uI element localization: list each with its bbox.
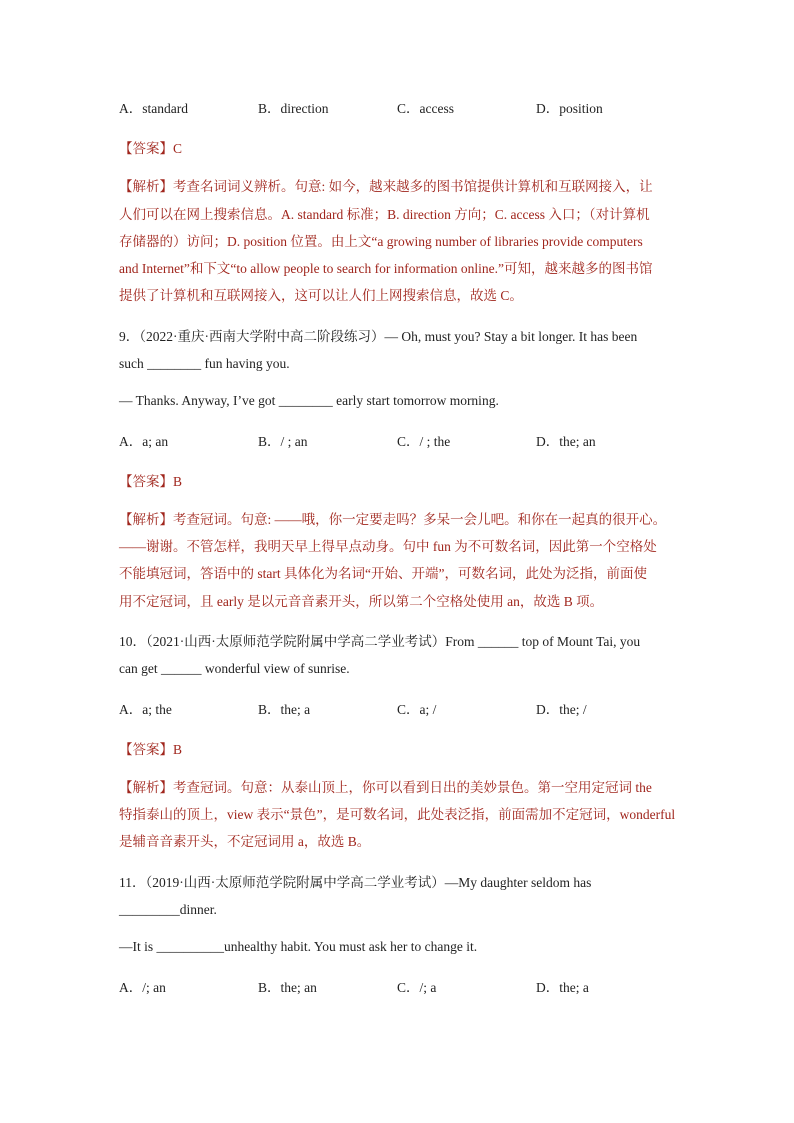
answer-label: 【答案】 [119,474,173,489]
analysis-line: 特指泰山的顶上，view 表示“景色”，是可数名词，此处表泛指，前面需加不定冠词，wonderful [119,807,676,822]
analysis-line: ——谢谢。不管怎样，我明天早上得早点动身。句中 fun 为不可数名词，因此第一个空格处 [119,539,657,554]
q11-option-a: A．/; an [119,980,166,995]
analysis-line: 用不定冠词，且 early 是以元音音素开头，所以第二个空格处使用 an，故选 B 项。 [119,594,604,609]
analysis-label: 【解析】 [119,512,173,527]
analysis-line: 不能填冠词，答语中的 start 具体化为名词“开始、开端”，可数名词，此处为泛指，前面使 [119,566,647,581]
q10-answer [119,738,182,758]
q8-answer [119,137,182,157]
stem-line: 10．（2021·山西·太原师范学院附属中学高二学业考试）From ______ top of Mount Tai, you [119,634,641,649]
analysis-line: 考查冠词。句意: ——哦，你一定要走吗？多呆一会儿吧。和你在一起真的很开心。 [173,512,667,527]
stem-line: 9．（2022·重庆·西南大学附中高二阶段练习）— Oh, must you? Stay a bit longer. It has been [119,329,638,344]
q8-option-d: D．position [536,101,603,116]
answer-label: 【答案】 [119,141,173,156]
q9-option-d: D．the; an [536,434,596,449]
q9-option-b: B．/ ; an [258,434,308,449]
analysis-line: and Internet”和下文“to allow people to search for information online.”可知，越来越多的图书馆 [119,261,653,276]
q9-option-c: C．/ ; the [397,434,451,449]
analysis-line: 考查冠词。句意：从泰山顶上，你可以看到日出的美妙景色。第一空用定冠词 the [173,780,652,795]
q10-option-a: A．a; the [119,702,172,717]
q11-option-d: D．the; a [536,980,589,995]
stem-line: — Thanks. Anyway, I’ve got ________ early start tomorrow morning. [119,393,499,408]
q10-option-b: B．the; a [258,702,311,717]
answer-value: B [173,474,183,489]
q11-option-b: B．the; an [258,980,317,995]
q9-option-a: A．a; an [119,434,169,449]
q10-option-d: D．the; / [536,702,587,717]
q9-answer [119,470,182,490]
analysis-label: 【解析】 [119,179,173,194]
stem-line: 11．（2019·山西·太原师范学院附属中学高二学业考试）—My daughter seldom has [119,875,592,890]
answer-value: B [173,742,183,757]
q10-option-c: C．a; / [397,702,437,717]
stem-line: —It is __________unhealthy habit. You must ask her to change it. [119,939,478,954]
analysis-line: 人们可以在网上搜索信息。A. standard 标准；B. direction 方向；C. access 入口；（对计算机 [119,207,650,222]
answer-label: 【答案】 [119,742,173,757]
stem-line: _________dinner. [119,902,217,917]
q8-option-a: A．standard [119,101,188,116]
q11-option-c: C．/; a [397,980,437,995]
analysis-line: 存储器的）访问；D. position 位置。由上文“a growing number of libraries provide computers [119,234,643,249]
analysis-line: 是辅音音素开头，不定冠词用 a，故选 B。 [119,834,371,849]
q8-option-b: B．direction [258,101,329,116]
answer-value: C [173,141,183,156]
q8-option-c: C．access [397,101,454,116]
stem-line: can get ______ wonderful view of sunrise. [119,661,350,676]
analysis-line: 提供了计算机和互联网接入，这可以让人们上网搜索信息，故选 C。 [119,288,523,303]
stem-line: such ________ fun having you. [119,356,290,371]
analysis-line: 考查名词词义辨析。句意: 如今，越来越多的图书馆提供计算机和互联网接入，让 [173,179,653,194]
analysis-label: 【解析】 [119,780,173,795]
